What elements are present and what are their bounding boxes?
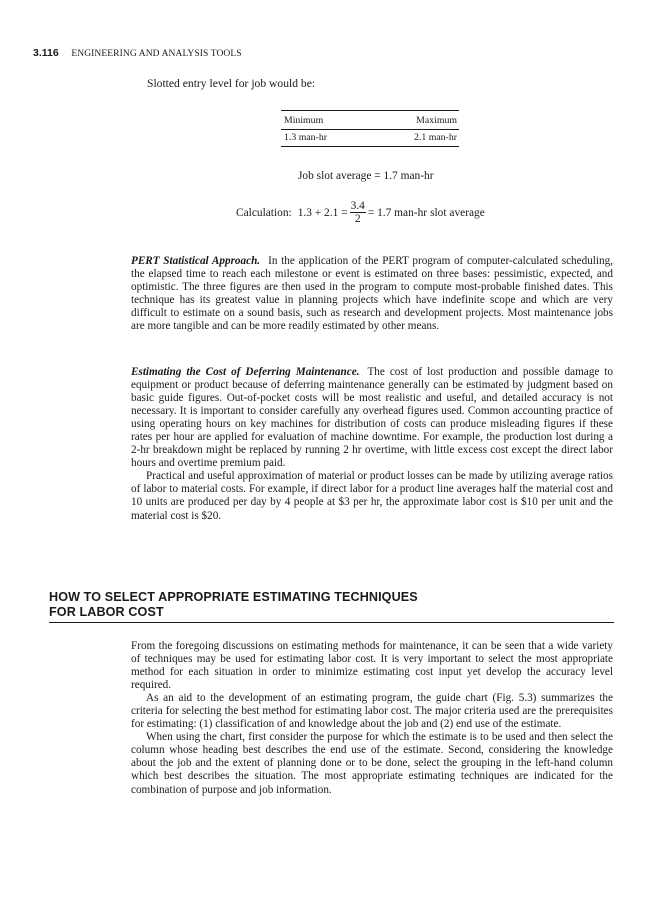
slot-table-cell-maximum: 2.1 man-hr <box>414 132 457 143</box>
deferring-paragraph <box>131 366 613 523</box>
pert-heading: PERT Statistical Approach. <box>131 255 261 267</box>
deferring-heading: Estimating the Cost of Deferring Maintenance. <box>131 366 360 378</box>
slot-table-header-maximum: Maximum <box>416 115 457 126</box>
section-paragraph-1: From the foregoing discussions on estimating methods for maintenance, it can be seen that a wide variety of techniques may be used for estimating labor cost. It is very important to select the most appropriate method for each situation in order to minimize estimating cost input yet develop the accuracy level required. <box>131 640 613 692</box>
section-body <box>131 640 613 797</box>
fraction-denominator: 2 <box>354 213 361 225</box>
calculation-lhs: 1.3 + 2.1 = <box>297 206 348 219</box>
slot-table-row <box>281 130 459 146</box>
calculation-equation <box>236 200 485 225</box>
pert-text: In the application of the PERT program of computer-calculated scheduling, the elapsed time to reach each milestone or event is estimated on three bases: pessimistic, expected, and optimistic. The three figures are then used in the program to compute most-probable finished dates. This technique has its greatest value in planning projects which have indefinite scope and which are very difficult to estimate on a sound basis, such as research and development projects. Most maintenance jobs are more tangible and can be more readily estimated by other means. <box>131 255 614 333</box>
calculation-label: Calculation: <box>236 206 292 219</box>
running-head: ENGINEERING AND ANALYSIS TOOLS <box>71 49 242 59</box>
calculation-rhs-value: = 1.7 man-hr <box>367 206 428 219</box>
slot-table-header-minimum: Minimum <box>284 115 324 126</box>
slot-table-header-row <box>281 111 459 130</box>
pert-paragraph <box>131 255 613 333</box>
calculation-rhs-unit: slot average <box>430 206 485 219</box>
page-number: 3.116 <box>33 47 59 59</box>
slot-table <box>281 110 459 147</box>
page-header <box>33 47 242 59</box>
deferring-text: The cost of lost production and possible damage to equipment or product because of deferring maintenance generally can be estimated by judgment based on basic guide figures. Out-of-pocket costs will be most realistic and useful, and detailed accuracy is not necessary. It is important to consider carefully any overhead figures used. Common accounting practice of using operating hours on key machines for distribution of costs can produce misleading figures if these rates per hour are applied for evaluation of machine downtime. For example, the production lost during a 2-hr breakdown might be replaced by running 2 hr overtime, with little excess cost except the direct labor hours and overtime premium paid. <box>131 366 613 470</box>
deferring-text-2: Practical and useful approximation of material or product losses can be made by utilizing average ratios of labor to material costs. For example, if direct labor for a product line averages half the material cost and 10 units are produced per day by 4 people at $3 per hr, the approximate labor cost is $10 per unit and the material cost is $20. <box>131 470 613 522</box>
intro-text: Slotted entry level for job would be: <box>147 77 316 90</box>
fraction-numerator: 3.4 <box>350 200 365 212</box>
section-paragraph-2: As an aid to the development of an estimating program, the guide chart (Fig. 5.3) summarizes the criteria for selecting the best method for estimating labor cost. The major criteria used are the prerequisites for estimating: (1) classification of and knowledge about the job and (2) end use of the estimate. <box>131 692 613 731</box>
section-paragraph-3: When using the chart, first consider the purpose for which the estimate is to be used and then select the column whose heading best describes the end use of the estimate. Second, considering the knowledge about the job and the extent of planning done or to be done, select the grouping in the left-hand column which best describes the situation. The most appropriate estimating techniques are indicated for the combination of purpose and job information. <box>131 731 613 796</box>
section-title <box>49 590 614 620</box>
section-title-line-1: HOW TO SELECT APPROPRIATE ESTIMATING TECHNIQUES <box>49 590 418 604</box>
slot-average-equation: Job slot average = 1.7 man-hr <box>298 170 434 182</box>
calculation-fraction <box>350 200 366 225</box>
section-divider <box>49 622 614 623</box>
section-title-line-2: FOR LABOR COST <box>49 605 164 619</box>
slot-table-cell-minimum: 1.3 man-hr <box>284 132 327 143</box>
